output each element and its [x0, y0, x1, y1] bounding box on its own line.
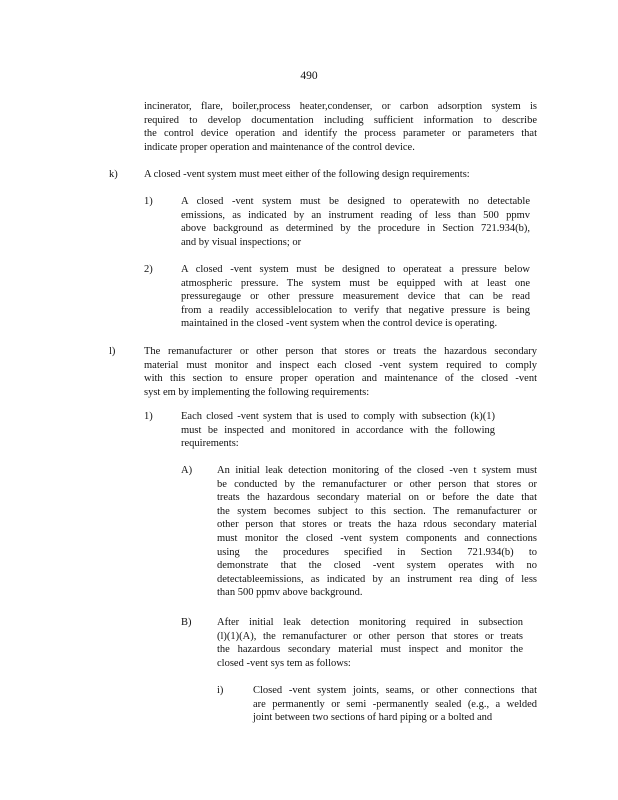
text-line: indicate proper operation and maintenance of the control device.: [144, 141, 415, 153]
text-line: closed -vent sys tem as follows:: [217, 657, 351, 669]
text-line: from a readily accessiblelocation to verify that negative pressure is being: [181, 304, 530, 316]
text-line: (l)(1)(A), the remanufacturer or other person that stores or treats: [217, 630, 523, 642]
text-line: The remanufacturer or other person that stores or treats the hazardous secondary: [144, 346, 537, 357]
text-line: the system becomes subject to this section. The remanufacturer or: [217, 505, 537, 517]
text-line: A closed -vent system must meet either of the following design requirements:: [144, 169, 470, 180]
list-marker: i): [217, 685, 224, 696]
text-line: atmospheric pressure. The system must be equipped with at least one: [181, 277, 530, 289]
text-line: An initial leak detection monitoring of the closed -ven t system must: [217, 465, 537, 476]
list-marker: k): [109, 169, 118, 180]
list-marker: 1): [144, 411, 153, 422]
text-line: above background as determined by the procedure in Section 721.934(b),: [181, 223, 530, 235]
text-line: detectableemissions, as indicated by an instrument rea ding of less: [217, 573, 537, 585]
text-line: pressuregauge or other pressure measurement device that can be read: [181, 291, 530, 303]
text-line: syst em by implementing the following requirements:: [144, 386, 370, 398]
text-line: the hazardous secondary material must inspect and monitor the: [217, 644, 523, 656]
text-line: A closed -vent system must be designed to operateat a pressure below: [181, 264, 530, 275]
text-line: and by visual inspections; or: [181, 236, 302, 248]
text-line: material must monitor and inspect each closed -vent system required to comply: [144, 359, 537, 371]
list-marker: A): [181, 465, 193, 476]
text-line: must monitor the closed -vent system components and connections: [217, 533, 537, 544]
list-marker: l): [109, 346, 116, 357]
text-line: must be inspected and monitored in accordance with the following: [181, 424, 495, 436]
text-line: treats the hazardous secondary material on or before the date that: [217, 492, 537, 504]
text-line: maintained in the closed -vent system when the control device is operating.: [181, 318, 498, 330]
text-line: incinerator, flare, boiler,process heater,condenser, or carbon adsorption system is: [144, 101, 537, 112]
text-line: demonstrate that the closed -vent system operates with no: [217, 560, 537, 572]
text-line: requirements:: [181, 438, 239, 450]
list-marker: 2): [144, 264, 153, 275]
text-line: required to develop documentation including sufficient information to describe: [144, 114, 537, 126]
text-line: than 500 ppmv above background.: [217, 587, 363, 599]
text-line: After initial leak detection monitoring required in subsection: [217, 617, 523, 628]
text-line: joint between two sections of hard piping or a bolted and: [253, 712, 493, 724]
text-line: be conducted by the remanufacturer or other person that stores or: [217, 478, 537, 490]
text-line: emissions, as indicated by an instrument reading of less than 500 ppmv: [181, 209, 530, 221]
text-line: Closed -vent system joints, seams, or other connections that: [253, 685, 537, 696]
text-line: with this section to ensure proper operation and maintenance of the closed -vent: [144, 373, 537, 385]
list-marker: B): [181, 617, 192, 628]
text-line: are permanently or semi -permanently sealed (e.g., a welded: [253, 698, 537, 710]
text-line: the control device operation and identify the process parameter or parameters that: [144, 128, 537, 140]
text-line: Each closed -vent system that is used to comply with subsection (k)(1): [181, 411, 495, 422]
text-line: using the procedures specified in Section 721.934(b) to: [217, 546, 537, 558]
text-line: other person that stores or treats the haza rdous secondary material: [217, 519, 537, 531]
text-line: A closed -vent system must be designed to operatewith no detectable: [181, 196, 530, 207]
page-number: 490: [300, 70, 318, 82]
list-marker: 1): [144, 196, 153, 207]
